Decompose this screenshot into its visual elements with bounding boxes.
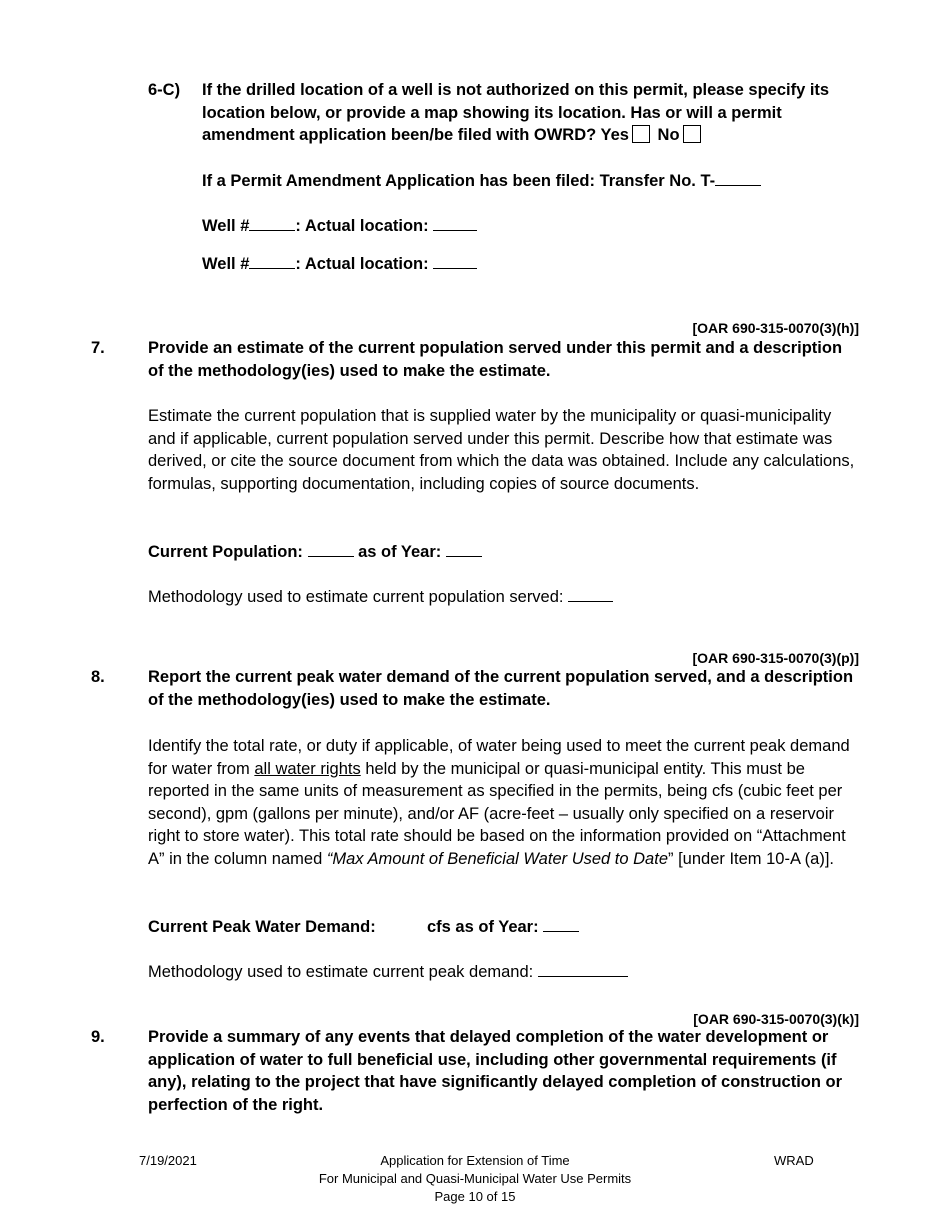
q6c-question [202, 79, 842, 147]
q6c-question-text: If the drilled location of a well is not authorized on this permit, please specify its location below, or provide a map showing its location. Has or will a permit amendment application been/be filed with OWRD? [202, 81, 830, 145]
q8-body [148, 735, 860, 871]
transfer-label: If a Permit Amendment Application has been filed: Transfer No. T- [202, 172, 716, 190]
q8-body-underlined: all water rights [254, 759, 361, 778]
well-row-1 [202, 215, 477, 238]
q7-body: Estimate the current population that is supplied water by the municipality or quasi-municipality and if applicable, current population served under this permit. Describe how that estimate was derived, or cite the source document from which the data was obtained. Include any calculations, formulas, supporting documentation, including copies of source documents. [148, 407, 855, 493]
q7-oar-reference: [OAR 690-315-0070(3)(h)] [692, 320, 859, 336]
well-row-2 [202, 253, 477, 276]
q7-title: Provide an estimate of the current population served under this permit and a description of the methodology(ies) used to make the estimate. [148, 339, 843, 380]
current-population-row [148, 541, 482, 564]
q9-oar-reference: [OAR 690-315-0070(3)(k)] [693, 1011, 859, 1027]
population-methodology-field[interactable] [568, 587, 613, 602]
q6c-no-checkbox[interactable] [683, 125, 701, 143]
q8-body-italic: “Max Amount of Beneficial Water Used to Date [326, 849, 668, 868]
q8-body-part1: Identify the total rate, or duty if applicable, of water being used to meet the current peak demand for water from [148, 737, 850, 778]
well-number-field[interactable] [249, 254, 295, 269]
q8-oar-reference: [OAR 690-315-0070(3)(p)] [692, 650, 859, 666]
q6c-yes-label: Yes [600, 126, 629, 145]
actual-location-field[interactable] [433, 254, 477, 269]
footer-title-line2: For Municipal and Quasi-Municipal Water Use Permits [318, 1171, 632, 1186]
well-label: Well # [202, 255, 250, 273]
q7-number: 7. [91, 339, 105, 357]
q6c-number: 6-C) [148, 81, 181, 99]
current-population-label: Current Population: [148, 543, 303, 561]
as-of-year-label: as of Year: [358, 543, 442, 561]
well-number-field[interactable] [249, 216, 295, 231]
population-methodology-label: Methodology used to estimate current population served: [148, 588, 564, 606]
q8-number: 8. [91, 668, 105, 686]
cfs-label: cfs as of Year: [427, 918, 539, 936]
footer-date: 7/19/2021 [139, 1153, 197, 1168]
actual-location-label: : Actual location: [295, 255, 429, 273]
peak-methodology-row [148, 961, 628, 984]
current-population-field[interactable] [308, 542, 354, 557]
footer-center [275, 1152, 675, 1206]
peak-demand-year-field[interactable] [543, 917, 579, 932]
population-year-field[interactable] [446, 542, 482, 557]
peak-demand-year-row [427, 916, 579, 939]
q9-title: Provide a summary of any events that delayed completion of the water development or application of water to full beneficial use, including other governmental requirements (if any), relating to the project that have significantly delayed completion of construction or perfection of the right. [148, 1028, 843, 1114]
q8-title: Report the current peak water demand of the current population served, and a description of the methodology(ies) used to make the estimate. [148, 668, 854, 709]
peak-methodology-label: Methodology used to estimate current peak demand: [148, 963, 534, 981]
actual-location-field[interactable] [433, 216, 477, 231]
q9-number: 9. [91, 1028, 105, 1046]
peak-methodology-field[interactable] [538, 962, 628, 977]
q6c-yes-checkbox[interactable] [632, 125, 650, 143]
q6c-no-label: No [657, 126, 680, 145]
q8-body-part3: ” [under Item 10-A (a)]. [668, 849, 834, 868]
footer-page-number: Page 10 of 15 [434, 1189, 516, 1204]
population-methodology-row [148, 586, 613, 609]
footer-title-line1: Application for Extension of Time [380, 1153, 570, 1168]
q6c-transfer-line [202, 170, 761, 193]
peak-demand-label: Current Peak Water Demand: [148, 918, 376, 936]
actual-location-label: : Actual location: [295, 217, 429, 235]
transfer-number-field[interactable] [715, 171, 761, 186]
footer-division: WRAD [774, 1153, 814, 1168]
q8-body-part2: held by the municipal or quasi-municipal entity. This must be reported in the same units of measurement as specified in the permits, being cfs (cubic feet per second), gpm (gallons per minute), and/or AF (acre-feet – usually only specified on a reservoir right to store water). This total rate should be based on the information provided on “Attachment A” in the column named [148, 759, 846, 868]
well-label: Well # [202, 217, 250, 235]
